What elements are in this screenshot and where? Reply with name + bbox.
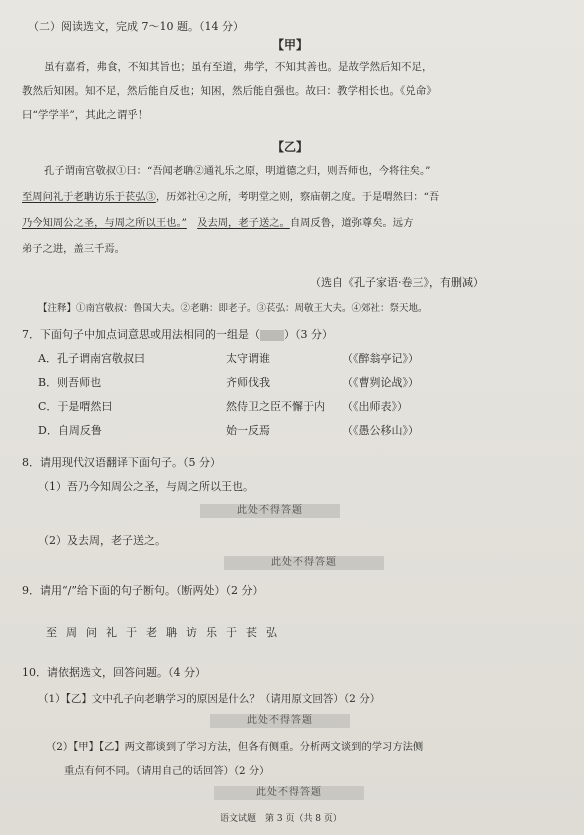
q7-option-c-label: C．于是喟然曰	[38, 400, 113, 413]
answer-blank	[260, 330, 284, 341]
q8-sentence-1: （1）吾乃今知周公之圣，与周之所以王也。	[38, 480, 254, 493]
part-b-line-3: 乃今知周公之圣，与周之所以王也。” 及去周，老子送之。自周反鲁，道弥尊矣。远方	[22, 217, 414, 229]
q7-option-a-source: （《醉翁亭记》）	[342, 352, 419, 365]
no-answer-zone: 此处不得答题	[210, 714, 350, 728]
q7-option-d-label: D．自周反鲁	[38, 424, 102, 437]
page-footer: 语文试题 第 3 页（共 8 页）	[220, 814, 342, 824]
q9-sentence: 至周问礼于老聃访乐于苌弘	[46, 626, 286, 639]
q7-option-a-label: A．孔子谓南宫敬叔曰	[38, 352, 145, 365]
part-b-line-4: 弟子之进，盖三千焉。	[22, 243, 125, 255]
part-b-line-2: 至周问礼于老聃访乐于苌弘③，历郊社④之所，考明堂之则，察庙朝之度。于是喟然曰：“吾	[22, 191, 440, 203]
annotation-notes: 【注释】①南宫敬叔：鲁国大夫。②老聃：即老子。③苌弘：周敬王大夫。④郊社：祭天地。	[38, 303, 428, 314]
q7-option-a-pair: 太守谓谁	[226, 352, 270, 365]
q8-sentence-2: （2）及去周，老子送之。	[38, 534, 166, 547]
q9-stem: 9．请用“/”给下面的句子断句。（断两处）（2 分）	[22, 584, 264, 597]
underlined-sentence: 及去周，老子送之。	[197, 217, 290, 229]
q10-sub-2-line-2: 重点有何不同。（请用自己的话回答）（2 分）	[64, 765, 270, 777]
q7-option-b-source: （《曹刿论战》）	[342, 376, 419, 389]
section-heading: （二）阅读选文，完成 7～10 题。（14 分）	[28, 20, 244, 33]
underlined-sentence: 乃今知周公之圣，与周之所以王也。”	[22, 217, 187, 229]
no-answer-zone: 此处不得答题	[200, 504, 340, 518]
part-a-line-3: 曰“学学半”，其此之谓乎！	[22, 109, 149, 121]
underlined-sentence: 至周问礼于老聃访乐于苌弘③	[22, 191, 156, 203]
part-a-line-2: 教然后知困。知不足，然后能自反也；知困，然后能自强也。故曰：教学相长也。《兑命》	[22, 85, 437, 97]
q7-option-b-label: B．则吾师也	[38, 376, 102, 389]
q10-stem: 10．请依据选文，回答问题。（4 分）	[22, 666, 206, 679]
q7-option-c-source: （《出师表》）	[342, 400, 408, 413]
source-citation: （选自《孔子家语·卷三》，有删减）	[310, 276, 484, 289]
part-a-line-1: 虽有嘉肴，弗食，不知其旨也；虽有至道，弗学，不知其善也。是故学然后知不足，	[44, 61, 433, 73]
q8-stem: 8．请用现代汉语翻译下面句子。（5 分）	[22, 456, 221, 469]
part-a-heading: 【甲】	[272, 38, 309, 52]
q7-option-d-pair: 始一反焉	[226, 424, 270, 437]
q7-stem: 7．下面句子中加点词意思或用法相同的一组是（ ）（3 分）	[22, 328, 333, 341]
q7-option-c-pair: 然侍卫之臣不懈于内	[226, 400, 325, 413]
no-answer-zone: 此处不得答题	[224, 556, 384, 570]
q10-sub-2-line-1: （2）【甲】【乙】两文都谈到了学习方法，但各有侧重。分析两文谈到的学习方法侧	[46, 741, 424, 753]
part-b-line-1: 孔子谓南宫敬叔①曰：“吾闻老聃②通礼乐之原，明道德之归，则吾师也，今将往矣。”	[44, 165, 431, 177]
q7-option-d-source: （《愚公移山》）	[342, 424, 419, 437]
no-answer-zone: 此处不得答题	[214, 786, 364, 800]
q10-sub-1: （1）【乙】文中孔子向老聃学习的原因是什么？（请用原文回答）（2 分）	[38, 693, 381, 705]
part-b-heading: 【乙】	[272, 140, 309, 154]
q7-option-b-pair: 齐师伐我	[226, 376, 270, 389]
